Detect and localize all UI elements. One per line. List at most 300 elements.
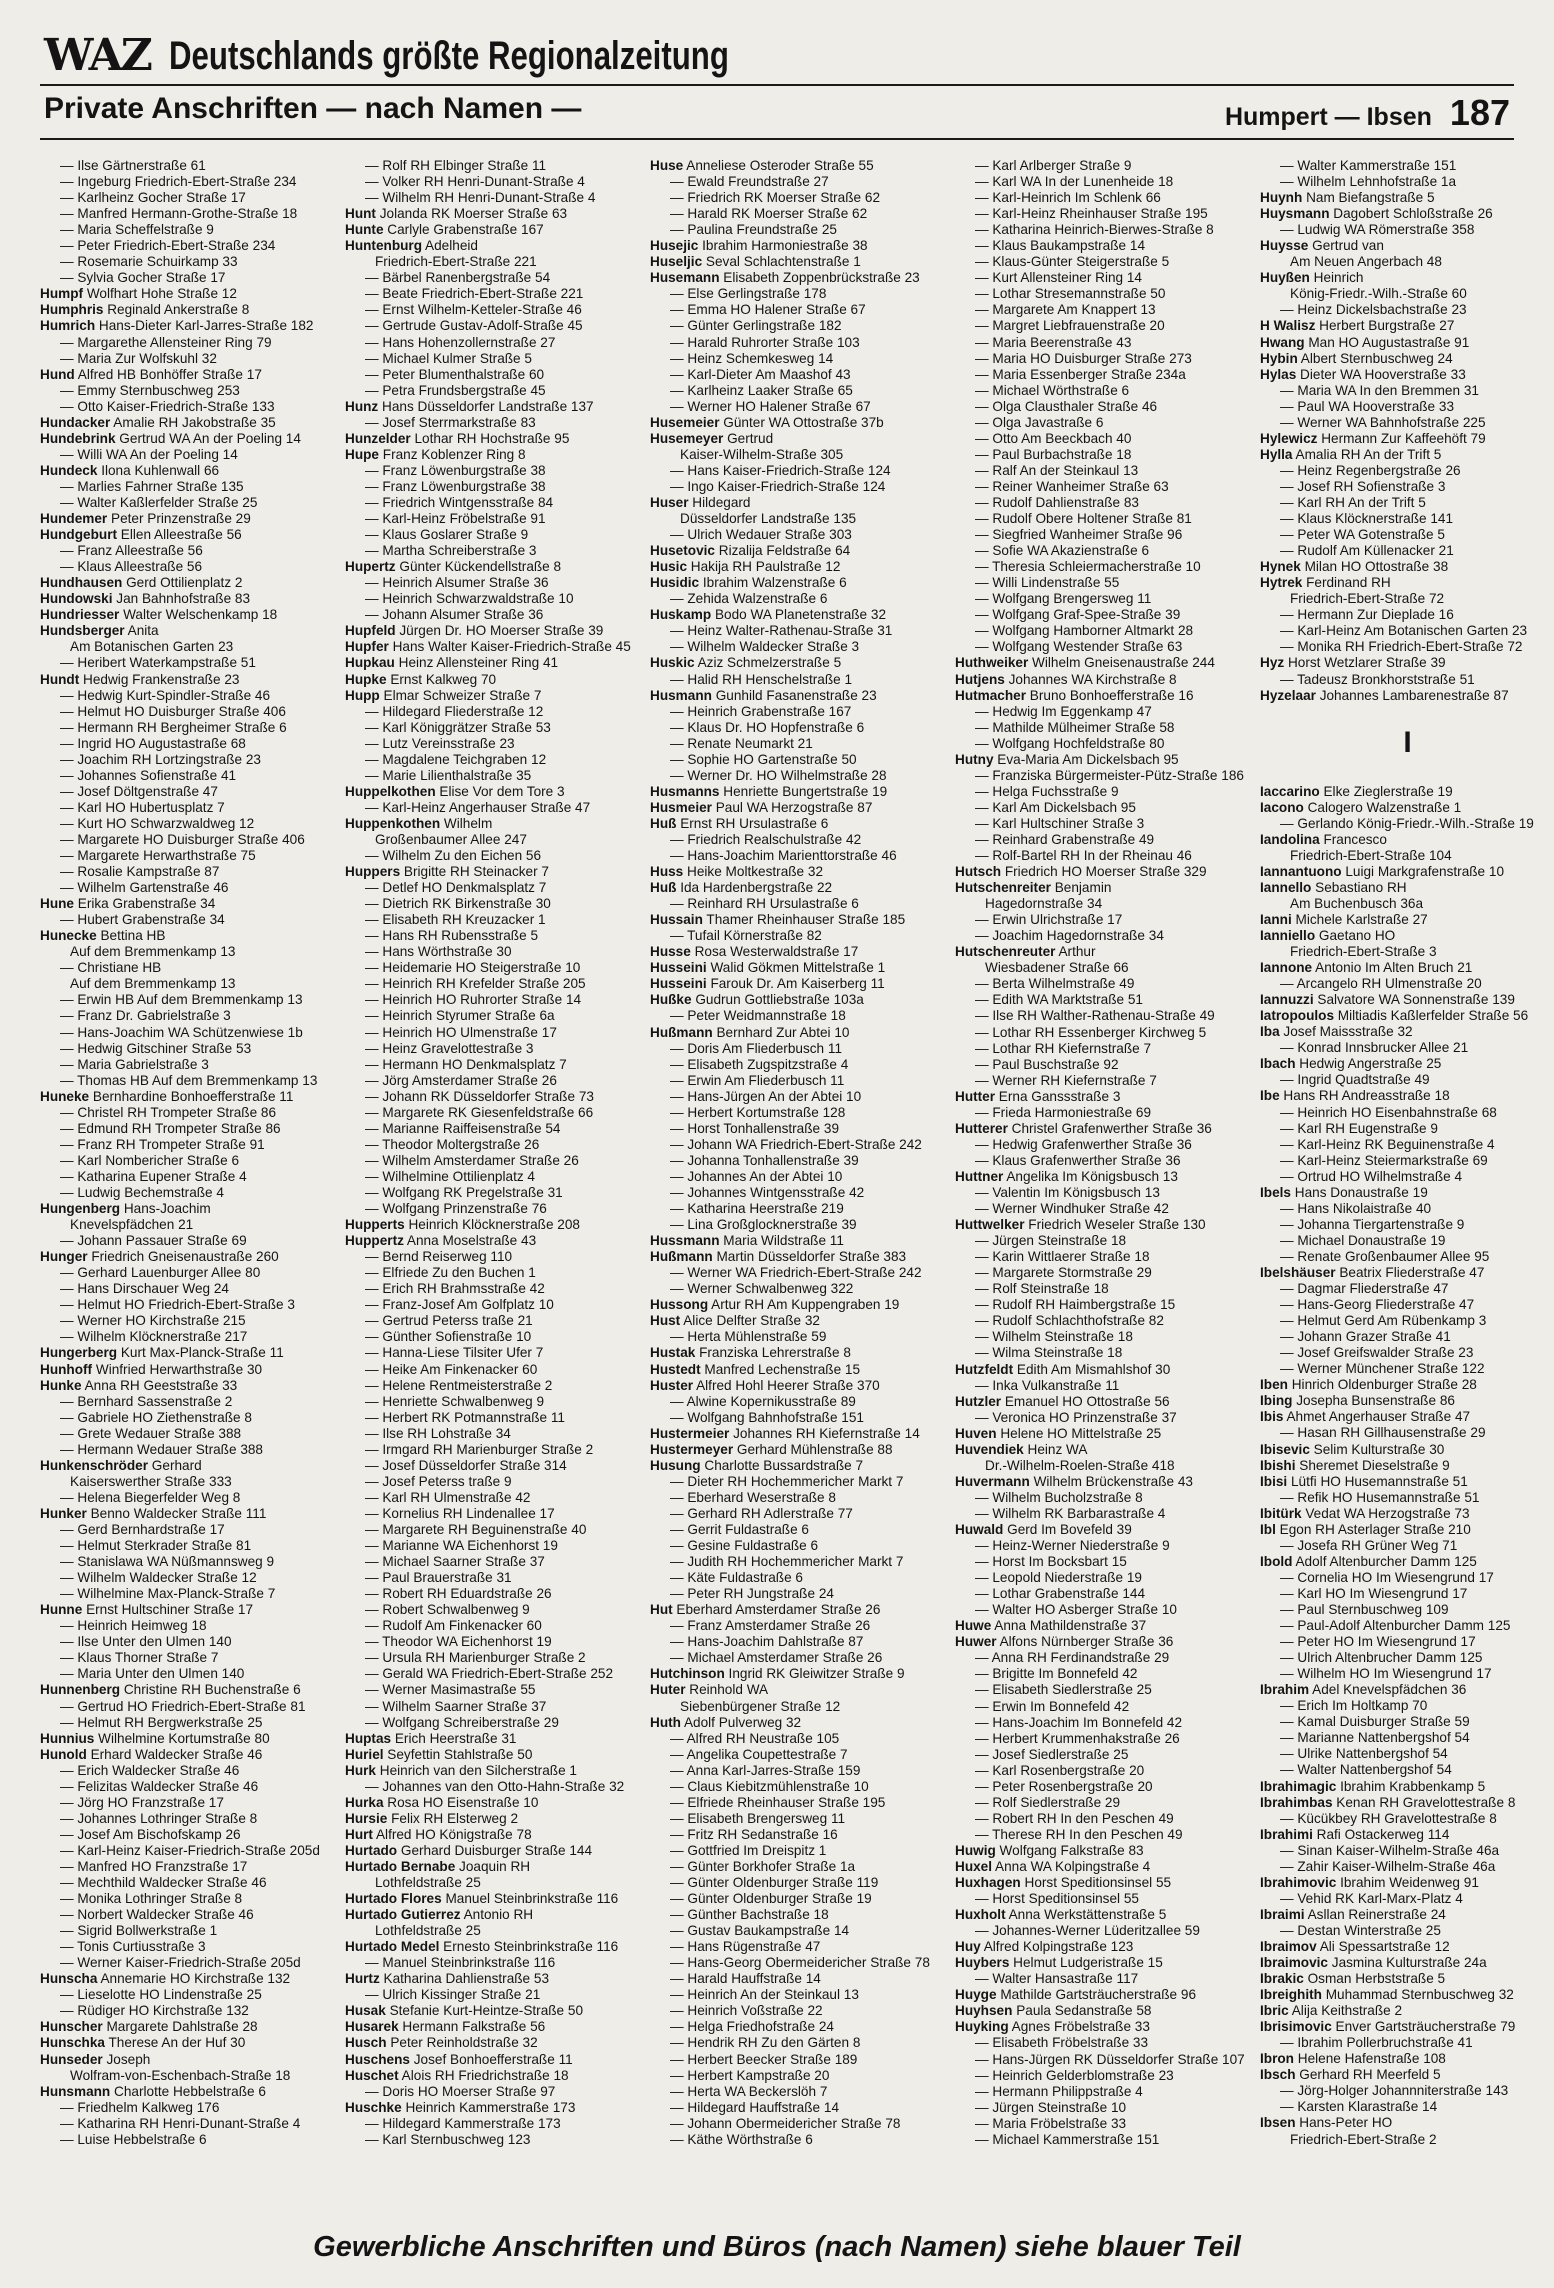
listing-entry: Husemann Elisabeth Zoppenbrückstraße 23 <box>650 270 920 286</box>
listing-entry: — Margarete Stormstraße 29 <box>975 1265 1152 1281</box>
listing-entry: Husic Hakija RH Paulstraße 12 <box>650 559 841 575</box>
listing-entry: — Heike Am Finkenacker 60 <box>365 1361 538 1377</box>
listing-entry: — Klaus Thorner Straße 7 <box>60 1650 219 1666</box>
listing-entry: Hustermeyer Gerhard Mühlenstraße 88 <box>650 1441 893 1457</box>
listing-entry: Husch Peter Reinholdstraße 32 <box>345 2035 538 2051</box>
listing-entry: — Herta Mühlenstraße 59 <box>670 1329 827 1345</box>
surname: Hupfer <box>345 639 389 655</box>
surname: Husak <box>345 2003 386 2019</box>
listing-entry: — Vehid RK Karl-Marx-Platz 4 <box>1280 1890 1463 1906</box>
listing-entry: — Robert Schwalbenweg 9 <box>365 1602 530 1618</box>
listing-entry: — Wolfgang Prinzenstraße 76 <box>365 1201 547 1217</box>
listing-entry: — Jürgen Steinstraße 18 <box>975 1233 1127 1249</box>
listing-entry: Hunkenschröder Gerhard <box>40 1457 202 1473</box>
waz-logo: WAZ <box>44 30 151 81</box>
listing-entry: Huwig Wolfgang Falkstraße 83 <box>955 1842 1144 1858</box>
listing-entry: — Margarete Herwarthstraße 75 <box>60 848 256 864</box>
surname: Humphris <box>40 302 104 318</box>
surname: Hunnius <box>40 1730 95 1746</box>
surname: Husseini <box>650 976 707 992</box>
surname: Ibraimi <box>1260 1906 1305 1922</box>
listing-entry: — Monika Lothringer Straße 8 <box>60 1891 243 1907</box>
surname: Husmanns <box>650 783 720 799</box>
listing-entry: — Karl RH Eugenstraße 9 <box>1280 1120 1438 1136</box>
listing-entry: — Josef Döltgenstraße 47 <box>60 783 218 799</box>
listing-entry-continuation: Lothfeldstraße 25 <box>375 1875 481 1891</box>
listing-entry: Husseini Walid Gökmen Mittelstraße 1 <box>650 960 886 976</box>
listing-entry: — Herbert Kampstraße 20 <box>670 2067 830 2083</box>
listing-entry: Huschet Alois RH Friedrichstraße 18 <box>345 2067 569 2083</box>
surname: Ibe <box>1260 1088 1280 1104</box>
listing-entry: — Maria Essenberger Straße 234a <box>975 366 1186 382</box>
listing-entry: — Michael Kammerstraße 151 <box>975 2131 1160 2147</box>
surname: Ibisi <box>1260 1473 1288 1489</box>
listing-entry: — Bärbel Ranenbergstraße 54 <box>365 270 551 286</box>
listing-entry: — Johannes Lothringer Straße 8 <box>60 1810 258 1826</box>
listing-entry: — Gerald WA Friedrich-Ebert-Straße 252 <box>365 1666 614 1682</box>
listing-entry: — Heribert Waterkampstraße 51 <box>60 655 256 671</box>
surname: Hunz <box>345 398 379 414</box>
listing-entry: — Karl-Heinz Fröbelstraße 91 <box>365 511 546 527</box>
listing-entry: — Rudolf Am Finkenacker 60 <box>365 1618 542 1634</box>
surname: Humrich <box>40 318 96 334</box>
listing-entry: — Karsten Klarastraße 14 <box>1280 2099 1438 2115</box>
listing-entry: Ibrahimbas Kenan RH Gravelottestraße 8 <box>1260 1794 1516 1810</box>
listing-entry: — Gerlando König-Friedr.-Wilh.-Straße 19 <box>1280 815 1534 831</box>
surname: Hylewicz <box>1260 430 1318 446</box>
listing-entry: — Rüdiger HO Kirchstraße 132 <box>60 2003 249 2019</box>
listing-entry: Hupfeld Jürgen Dr. HO Moerser Straße 39 <box>345 623 604 639</box>
surname: Iaccarino <box>1260 783 1320 799</box>
name-range: Humpert — Ibsen <box>1224 103 1432 131</box>
listing-entry: — Jörg Amsterdamer Straße 26 <box>365 1072 557 1088</box>
listing-entry: — Rosemarie Schuirkamp 33 <box>60 254 238 270</box>
listing-entry: — Alfred RH Neustraße 105 <box>670 1730 840 1746</box>
surname: Husemeier <box>650 414 720 430</box>
surname: Huskamp <box>650 607 712 623</box>
listing-entry: — Günter Gerlingstraße 182 <box>670 318 842 334</box>
listing-entry: — Heidemarie HO Steigerstraße 10 <box>365 960 581 976</box>
listing-entry: — Johann Alsumer Straße 36 <box>365 607 544 623</box>
listing-entry: Husmann Gunhild Fasanenstraße 23 <box>650 687 877 703</box>
surname: Huyhsen <box>955 2003 1013 2019</box>
listing-entry: Huwer Alfons Nürnberger Straße 36 <box>955 1634 1174 1650</box>
listing-entry: Hundhausen Gerd Ottilienplatz 2 <box>40 575 243 591</box>
listing-entry: Hupe Franz Koblenzer Ring 8 <box>345 446 526 462</box>
listing-entry: — Paulina Freundstraße 25 <box>670 222 837 238</box>
surname: Hussmann <box>650 1233 720 1249</box>
listing-entry: Hupperts Heinrich Klöcknerstraße 208 <box>345 1217 580 1233</box>
listing-entry: — Franz Amsterdamer Straße 26 <box>670 1618 871 1634</box>
listing-entry: — Peter WA Gotenstraße 5 <box>1280 527 1445 543</box>
listing-entry-continuation: Knevelspfädchen 21 <box>70 1217 194 1233</box>
listing-entry: — Emmy Sternbuschweg 253 <box>60 382 240 398</box>
listing-entry: Hussmann Maria Wildstraße 11 <box>650 1233 844 1249</box>
listing-entry: Hunke Anna RH Geeststraße 33 <box>40 1377 238 1393</box>
listing-entry: — Renate Neumarkt 21 <box>670 735 813 751</box>
listing-entry: Husemeyer Gertrud <box>650 430 774 446</box>
listing-entry: — Irmgard RH Marienburger Straße 2 <box>365 1441 594 1457</box>
listing-entry: — Zahir Kaiser-Wilhelm-Straße 46a <box>1280 1858 1496 1874</box>
listing-entry: — Wilhelm Lehnhofstraße 1a <box>1280 174 1457 190</box>
listing-entry: Hynek Milan HO Ottostraße 38 <box>1260 559 1449 575</box>
surname: Hussong <box>650 1297 709 1313</box>
listing-entry: — Rolf Siedlerstraße 29 <box>975 1794 1121 1810</box>
listing-entry: — Elisabeth Brengersweg 11 <box>670 1810 846 1826</box>
listing-entry: — Wolfgang Bahnhofstraße 151 <box>670 1409 864 1425</box>
surname: Husemeyer <box>650 430 724 446</box>
listing-entry: — Harald RK Moerser Straße 62 <box>670 206 868 222</box>
listing-entry: — Zehida Walzenstraße 6 <box>670 591 828 607</box>
listing-entry: — Otto Am Beeckbach 40 <box>975 430 1132 446</box>
surname: Hustermeier <box>650 1425 730 1441</box>
listing-entry: Hurtado Medel Ernesto Steinbrinkstraße 116 <box>345 1939 619 1955</box>
listing-entry: — Franz RH Trompeter Straße 91 <box>60 1136 265 1152</box>
listing-entry: — Wolfgang Graf-Spee-Straße 39 <box>975 607 1181 623</box>
listing-entry: Hundeck Ilona Kuhlenwall 66 <box>40 462 220 478</box>
listing-entry: — Martha Schreiberstraße 3 <box>365 543 537 559</box>
listing-entry: — Mathilde Mülheimer Straße 58 <box>975 719 1175 735</box>
listing-entry-continuation: Großenbaumer Allee 247 <box>375 831 527 847</box>
listing-entry: Hwang Man HO Augustastraße 91 <box>1260 334 1470 350</box>
listing-entry: — Josef Siedlerstraße 25 <box>975 1746 1129 1762</box>
listing-entry: — Karl-Heinz Angerhauser Straße 47 <box>365 799 591 815</box>
surname: Hupfeld <box>345 623 396 639</box>
listing-entry: — Michael Amsterdamer Straße 26 <box>670 1650 883 1666</box>
surname: Ianni <box>1260 911 1292 927</box>
listing-entry: Ibrahimi Rafi Ostackerweg 114 <box>1260 1826 1450 1842</box>
listing-entry: Huß Ernst RH Ursulastraße 6 <box>650 815 829 831</box>
listing-entry: — Margarete HO Duisburger Straße 406 <box>60 831 305 847</box>
surname: Huppertz <box>345 1233 404 1249</box>
listing-entry: Hunne Ernst Hultschiner Straße 17 <box>40 1602 254 1618</box>
listing-entry: — Heinz-Werner Niederstraße 9 <box>975 1538 1170 1554</box>
listing-column-4 <box>955 158 1250 2178</box>
listing-entry: — Erwin HB Auf dem Bremmenkamp 13 <box>60 992 303 1008</box>
surname: Huwig <box>955 1842 996 1858</box>
listing-entry: — Lutz Vereinsstraße 23 <box>365 735 515 751</box>
listing-entry: Huptas Erich Heerstraße 31 <box>345 1730 517 1746</box>
listing-entry: — Henriette Schwalbenweg 9 <box>365 1393 545 1409</box>
listing-entry: Iaccarino Elke Zieglerstraße 19 <box>1260 783 1453 799</box>
listing-entry: — Peter Rosenbergstraße 20 <box>975 1778 1153 1794</box>
listing-entry: — Käthe Wörthstraße 6 <box>670 2131 813 2147</box>
surname: Husch <box>345 2035 387 2051</box>
listing-entry: — Johann Passauer Straße 69 <box>60 1233 247 1249</box>
surname: Husse <box>650 944 691 960</box>
listing-entry: — Robert RH Eduardstraße 26 <box>365 1586 552 1602</box>
listing-entry: — Karl WA In der Lunenheide 18 <box>975 174 1174 190</box>
listing-entry: Hupkau Heinz Allensteiner Ring 41 <box>345 655 559 671</box>
listing-entry: — Jürgen Steinstraße 10 <box>975 2099 1127 2115</box>
listing-entry: Ibitürk Vedat WA Herzogstraße 73 <box>1260 1505 1470 1521</box>
listing-entry: Iben Hinrich Oldenburger Straße 28 <box>1260 1377 1477 1393</box>
listing-entry: — Leopold Niederstraße 19 <box>975 1570 1142 1586</box>
surname: Ibsch <box>1260 2067 1296 2083</box>
listing-entry: — Hermann Philippstraße 4 <box>975 2083 1143 2099</box>
surname: Ibraimov <box>1260 1938 1317 1954</box>
listing-entry: — Detlef HO Denkmalsplatz 7 <box>365 880 547 896</box>
listing-entry: — Friedrich RK Moerser Straße 62 <box>670 190 881 206</box>
listing-entry: — Rolf RH Elbinger Straße 11 <box>365 158 547 173</box>
listing-entry: — Werner Münchener Straße 122 <box>1280 1361 1485 1377</box>
surname: Hutchinson <box>650 1666 725 1682</box>
listing-entry: — Harald Hauffstraße 14 <box>670 1971 821 1987</box>
surname: Ibold <box>1260 1553 1293 1569</box>
surname: Hupke <box>345 671 387 687</box>
listing-entry: Hutny Eva-Maria Am Dickelsbach 95 <box>955 751 1179 767</box>
surname: Iannello <box>1260 879 1312 895</box>
listing-entry: — Margarete RK Giesenfeldstraße 66 <box>365 1104 594 1120</box>
listing-entry: Hunnenberg Christine RH Buchenstraße 6 <box>40 1682 301 1698</box>
listing-entry: Huybers Helmut Ludgeristraße 15 <box>955 1955 1163 1971</box>
listing-entry: — Heinz Schemkesweg 14 <box>670 350 834 366</box>
surname: Huriel <box>345 1746 384 1762</box>
listing-entry: — Lothar RH Essenberger Kirchweg 5 <box>975 1024 1207 1040</box>
listing-entry: — Ingrid Quadtstraße 49 <box>1280 1072 1430 1088</box>
listing-entry: Hunhoff Winfried Herwarthstraße 30 <box>40 1361 263 1377</box>
listing-entry: Ibrakic Osman Herbststraße 5 <box>1260 1971 1446 1987</box>
listing-entry: Humpf Wolfhart Hohe Straße 12 <box>40 286 237 302</box>
listing-entry: Ibold Adolf Altenburcher Damm 125 <box>1260 1553 1477 1569</box>
surname: Iannantuono <box>1260 863 1342 879</box>
listing-entry: Hyz Horst Wetzlarer Straße 39 <box>1260 655 1446 671</box>
listing-entry: — Maria Gabrielstraße 3 <box>60 1056 209 1072</box>
listing-entry: Husarek Hermann Falkstraße 56 <box>345 2019 546 2035</box>
listing-entry-continuation: Am Buchenbusch 36a <box>1290 895 1424 911</box>
listing-entry: — Wolfgang Brengersweg 11 <box>975 591 1152 607</box>
surname: Huschke <box>345 2099 402 2115</box>
listing-column-2 <box>345 158 640 2178</box>
listing-entry-continuation: Auf dem Bremmenkamp 13 <box>70 944 236 960</box>
listing-entry: — Johann Obermeidericher Straße 78 <box>670 2115 901 2131</box>
listing-entry: — Rolf-Bartel RH In der Rheinau 46 <box>975 848 1192 864</box>
listing-entry: Huschke Heinrich Kammerstraße 173 <box>345 2099 576 2115</box>
listing-entry: — Therese RH In den Peschen 49 <box>975 1826 1183 1842</box>
listing-entry: — Karl-Heinz RK Beguinenstraße 4 <box>1280 1136 1495 1152</box>
listing-entry: — Anna Karl-Jarres-Straße 159 <box>670 1762 861 1778</box>
surname: Husemann <box>650 270 720 286</box>
surname: Hunne <box>40 1602 83 1618</box>
listing-entry: Hurtz Katharina Dahlienstraße 53 <box>345 1971 550 1987</box>
listing-entry: — Maria Unter den Ulmen 140 <box>60 1666 245 1682</box>
surname: Hustedt <box>650 1361 701 1377</box>
surname: Huthweiker <box>955 655 1029 671</box>
listing-entry: — Margarete Am Knappert 13 <box>975 302 1156 318</box>
listing-entry: — Gertrud HO Friedrich-Ebert-Straße 81 <box>60 1698 306 1714</box>
listing-entry: — Walter Kammerstraße 151 <box>1280 158 1457 173</box>
listing-entry: — Karl-Heinz Am Botanischen Garten 23 <box>1280 623 1528 639</box>
surname: Hunhoff <box>40 1361 93 1377</box>
listing-entry: — Heinrich HO Ulmenstraße 17 <box>365 1024 557 1040</box>
listing-entry: — Ludwig WA Römerstraße 358 <box>1280 222 1475 238</box>
surname: Hundemer <box>40 511 108 527</box>
surname: Hynek <box>1260 559 1301 575</box>
masthead-rule <box>40 84 1514 86</box>
listing-entry-continuation: Auf dem Bremmenkamp 13 <box>70 976 236 992</box>
listing-entry: — Christel RH Trompeter Straße 86 <box>60 1104 277 1120</box>
surname: Ibach <box>1260 1056 1296 1072</box>
surname: Hursie <box>345 1810 388 1826</box>
listing-entry: Hunseder Joseph <box>40 2051 151 2067</box>
surname: Huxhagen <box>955 1875 1021 1891</box>
listing-entry: — Josef Greifswalder Straße 23 <box>1280 1345 1474 1361</box>
listing-entry: — Lothar RH Kiefernstraße 7 <box>975 1040 1152 1056</box>
listing-entry: — Peter RH Jungstraße 24 <box>670 1586 834 1602</box>
listing-entry: — Maria Fröbelstraße 33 <box>975 2115 1127 2131</box>
surname: Hußmann <box>650 1024 713 1040</box>
surname: Hundebrink <box>40 430 116 446</box>
listing-entry: — Theodor WA Eichenhorst 19 <box>365 1634 552 1650</box>
masthead-tagline: Deutschlands größte Regionalzeitung <box>168 34 729 78</box>
listing-entry: — Josef Sterrmarkstraße 83 <box>365 414 536 430</box>
listing-entry: Huysmann Dagobert Schloßstraße 26 <box>1260 206 1493 222</box>
listing-entry: Huwald Gerd Im Bovefeld 39 <box>955 1521 1132 1537</box>
surname: Huskic <box>650 655 695 671</box>
surname: Ibrisimovic <box>1260 2019 1332 2035</box>
listing-entry: — Emma HO Halener Straße 67 <box>670 302 866 318</box>
listing-entry: — Herbert Kortumstraße 128 <box>670 1104 846 1120</box>
listing-entry: Ibraimov Ali Spessartstraße 12 <box>1260 1938 1450 1954</box>
listing-entry: — Franz Dr. Gabrielstraße 3 <box>60 1008 231 1024</box>
listing-entry: — Heinrich Gelderblomstraße 23 <box>975 2067 1174 2083</box>
listing-entry: — Hans-Jürgen An der Abtei 10 <box>670 1088 862 1104</box>
listing-entry: Hundriesser Walter Welschenkamp 18 <box>40 607 278 623</box>
listing-entry: Hundowski Jan Bahnhofstraße 83 <box>40 591 251 607</box>
listing-entry: — Hasan RH Gillhausenstraße 29 <box>1280 1425 1486 1441</box>
listing-entry: — Heinz Gravelottestraße 3 <box>365 1040 534 1056</box>
listing-entry: — Hans Nikolaistraße 40 <box>1280 1200 1432 1216</box>
surname: Hurtado Flores <box>345 1891 442 1907</box>
listing-entry: — Ingo Kaiser-Friedrich-Straße 124 <box>670 478 886 494</box>
surname: Hunecke <box>40 928 97 944</box>
surname: Huster <box>650 1377 694 1393</box>
surname: Hunsmann <box>40 2083 111 2099</box>
listing-entry: — Peter Friedrich-Ebert-Straße 234 <box>60 238 276 254</box>
listing-entry: — Hanna-Liese Tilsiter Ufer 7 <box>365 1345 544 1361</box>
listing-entry: — Gesine Fuldastraße 6 <box>670 1538 819 1554</box>
listing-entry: — Günther Bachstraße 18 <box>670 1907 829 1923</box>
listing-entry: — Michael Kulmer Straße 5 <box>365 350 532 366</box>
surname: Huynh <box>1260 190 1303 206</box>
surname: Hunold <box>40 1746 87 1762</box>
listing-entry: — Günter Borkhofer Straße 1a <box>670 1858 856 1874</box>
listing-entry: — Wilhelmine Ottilienplatz 4 <box>365 1168 535 1184</box>
listing-entry-continuation: Düsseldorfer Landstraße 135 <box>680 511 857 527</box>
listing-entry: — Manfred Hermann-Grothe-Straße 18 <box>60 206 298 222</box>
page-header-right <box>1225 92 1510 134</box>
listing-entry: — Wilhelm Saarner Straße 37 <box>365 1698 547 1714</box>
listing-entry: Hutschenreiter Benjamin <box>955 880 1112 896</box>
page-number: 187 <box>1449 92 1510 133</box>
listing-entry: — Eberhard Weserstraße 8 <box>670 1489 836 1505</box>
surname: Huß <box>650 880 677 896</box>
surname: Huß <box>650 815 677 831</box>
surname: Huss <box>650 864 684 880</box>
surname: Hundriesser <box>40 607 120 623</box>
listing-entry: — Halid RH Henschelstraße 1 <box>670 671 853 687</box>
listing-entry: Hußmann Martin Düsseldorfer Straße 383 <box>650 1249 907 1265</box>
listing-entry: — Hans-Jürgen RK Düsseldorfer Straße 107 <box>975 2051 1245 2067</box>
listing-entry: Hussong Artur RH Am Kuppengraben 19 <box>650 1297 900 1313</box>
listing-entry: — Karin Wittlaerer Straße 18 <box>975 1249 1150 1265</box>
listing-entry: Huneke Bernhardine Bonhoefferstraße 11 <box>40 1088 294 1104</box>
surname: Ibric <box>1260 2003 1289 2019</box>
surname: Hundsberger <box>40 623 125 639</box>
listing-entry: — Klaus Klöcknerstraße 141 <box>1280 511 1454 527</box>
surname: Iannuzzi <box>1260 992 1314 1008</box>
surname: Hunscha <box>40 1971 98 1987</box>
listing-entry: — Josef Am Bischofskamp 26 <box>60 1826 241 1842</box>
listing-entry: — Helmut HO Friedrich-Ebert-Straße 3 <box>60 1297 295 1313</box>
listing-entry: — Ilse RH Walther-Rathenau-Straße 49 <box>975 1008 1215 1024</box>
listing-entry: — Alwine Kopernikusstraße 89 <box>670 1393 856 1409</box>
listing-entry: Husmanns Henriette Bungertstraße 19 <box>650 783 888 799</box>
listing-columns <box>40 158 1546 2178</box>
listing-entry: — Horst Tonhallenstraße 39 <box>670 1120 839 1136</box>
surname: Hurtado <box>345 1842 398 1858</box>
listing-entry: — Karl Rosenbergstraße 20 <box>975 1762 1145 1778</box>
surname: Hurtado Medel <box>345 1939 440 1955</box>
listing-entry: — Dietrich RK Birkenstraße 30 <box>365 896 551 912</box>
listing-entry: Husetovic Rizalija Feldstraße 64 <box>650 543 851 559</box>
listing-entry: Hundebrink Gertrud WA An der Poeling 14 <box>40 430 301 446</box>
listing-entry: — Olga Javastraße 6 <box>975 414 1104 430</box>
surname: Ibels <box>1260 1184 1291 1200</box>
listing-entry: — Sophie HO Gartenstraße 50 <box>670 751 857 767</box>
listing-entry: Iba Josef Maissstraße 32 <box>1260 1024 1413 1040</box>
listing-entry: — Margret Liebfrauenstraße 20 <box>975 318 1165 334</box>
listing-entry: — Johann WA Friedrich-Ebert-Straße 242 <box>670 1136 922 1152</box>
listing-entry: Huppenkothen Wilhelm <box>345 815 493 831</box>
listing-entry: — Heinrich Heimweg 18 <box>60 1618 207 1634</box>
listing-entry: — Hedwig Gitschiner Straße 53 <box>60 1040 252 1056</box>
listing-entry: Hutterer Christel Grafenwerther Straße 36 <box>955 1120 1212 1136</box>
listing-entry: Iatropoulos Miltiadis Kaßlerfelder Straße 56 <box>1260 1008 1529 1024</box>
listing-entry: — Kücükbey RH Gravelottestraße 8 <box>1280 1810 1497 1826</box>
listing-entry: Huven Helene HO Mittelstraße 25 <box>955 1425 1162 1441</box>
listing-entry: — Lothar Stresemannstraße 50 <box>975 286 1166 302</box>
listing-entry: — Elisabeth Fröbelstraße 33 <box>975 2035 1149 2051</box>
surname: Huppelkothen <box>345 783 436 799</box>
listing-entry: — Ewald Freundstraße 27 <box>670 174 829 190</box>
listing-entry: — Lothar Grabenstraße 144 <box>975 1586 1146 1602</box>
listing-entry: Ibisi Lütfi HO Husemannstraße 51 <box>1260 1473 1468 1489</box>
surname: Hupe <box>345 446 379 462</box>
listing-entry: — Thomas HB Auf dem Bremmenkamp 13 <box>60 1072 318 1088</box>
listing-entry: Hundemer Peter Prinzenstraße 29 <box>40 511 251 527</box>
listing-entry: Ibing Josepha Bunsenstraße 86 <box>1260 1393 1455 1409</box>
listing-entry: Huyge Mathilde Gartsträucherstraße 96 <box>955 1987 1197 2003</box>
listing-entry: — Johann RK Düsseldorfer Straße 73 <box>365 1088 594 1104</box>
listing-entry: Huyhsen Paula Sedanstraße 58 <box>955 2003 1152 2019</box>
listing-entry: Hunecke Bettina HB <box>40 928 166 944</box>
listing-entry: — Maria Beerenstraße 43 <box>975 334 1132 350</box>
listing-entry: Husak Stefanie Kurt-Heintze-Straße 50 <box>345 2003 584 2019</box>
listing-entry: — Refik HO Husemannstraße 51 <box>1280 1489 1480 1505</box>
listing-entry: — Josef RH Sofienstraße 3 <box>1280 478 1446 494</box>
listing-entry: — Helmut RH Bergwerkstraße 25 <box>60 1714 263 1730</box>
listing-entry: — Wilhelmine Max-Planck-Straße 7 <box>60 1586 276 1602</box>
listing-entry: — Jörg HO Franzstraße 17 <box>60 1794 224 1810</box>
listing-entry: Hupp Elmar Schweizer Straße 7 <box>345 687 542 703</box>
listing-entry: — Hildegard Kammerstraße 173 <box>365 2115 561 2131</box>
listing-entry: Hytrek Ferdinand RH <box>1260 575 1391 591</box>
listing-entry: — Christiane HB <box>60 960 162 976</box>
listing-entry: Huser Hildegard <box>650 494 751 510</box>
listing-entry: Hurt Alfred HO Königstraße 78 <box>345 1826 532 1842</box>
listing-entry: Huxholt Anna Werkstättenstraße 5 <box>955 1907 1167 1923</box>
